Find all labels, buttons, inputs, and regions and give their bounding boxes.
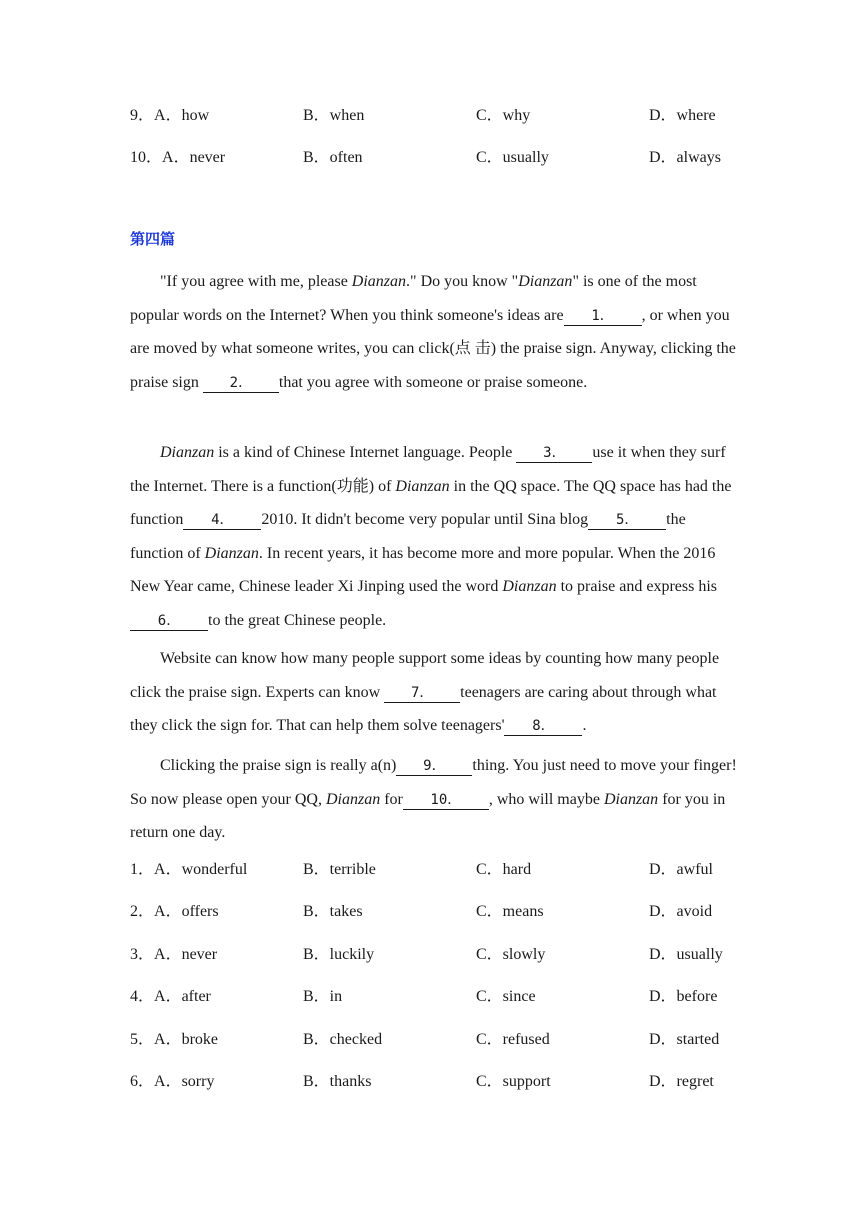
blank-8[interactable]: 8． [504, 717, 582, 736]
option-c[interactable]: C．refused [476, 1031, 550, 1048]
option-c[interactable]: C．usually [476, 149, 549, 166]
question-row [130, 900, 740, 924]
question-row [130, 146, 740, 170]
blank-7[interactable]: 7． [384, 684, 460, 703]
question-row [130, 104, 740, 128]
option-a[interactable]: 3．A．never [130, 946, 218, 963]
blank-10[interactable]: 10． [403, 791, 489, 810]
passage-paragraph-1: "If you agree with me, please Dianzan." Do you know "Dianzan" is one of the most popular words on the Internet? When you think someone's ideas are 1． , or when you are moved by what someone writes, you can click(点 击) the praise sign. Anyway, clicking the praise sign 2． that you agree with someone or praise someone. [130, 273, 736, 391]
blank-6[interactable]: 6． [130, 612, 208, 631]
option-b[interactable]: B．checked [303, 1031, 383, 1048]
question-row [130, 985, 740, 1009]
passage-paragraph-4: Clicking the praise sign is really a(n) 9． thing. You just need to move your finger! So now please open your QQ, Dianzan for 10． , who will maybe Dianzan for you in return one day. [130, 757, 737, 841]
option-b[interactable]: B．thanks [303, 1073, 372, 1090]
option-b[interactable]: B．often [303, 149, 363, 166]
option-a[interactable]: 6．A．sorry [130, 1073, 215, 1090]
option-b[interactable]: B．takes [303, 903, 363, 920]
blank-2[interactable]: 2． [203, 374, 279, 393]
question-row [130, 858, 740, 882]
passage-paragraph-3: Website can know how many people support some ideas by counting how many people click the praise sign. Experts can know 7． teenagers are caring about through what they click the sign for. That can help them solve teenagers' 8． . [130, 650, 720, 734]
passage-paragraph-2: Dianzan is a kind of Chinese Internet language. People 3． use it when they surf the Internet. There is a function(功能) of Dianzan in the QQ space. The QQ space has had the function 4． 2010. It didn't become very popular until Sina blog 5． the function of Dianzan. In recent years, it has become more and more popular. When the 2016 New Year came, Chinese leader Xi Jinping used the word Dianzan to praise and express his6． to the great Chinese people. [130, 444, 732, 629]
option-d[interactable]: D．started [649, 1031, 720, 1048]
question-row [130, 1028, 740, 1052]
blank-1[interactable]: 1． [564, 307, 642, 326]
option-c[interactable]: C．slowly [476, 946, 546, 963]
option-d[interactable]: D．usually [649, 946, 723, 963]
option-b[interactable]: B．luckily [303, 946, 375, 963]
option-a[interactable]: 2．A．offers [130, 903, 219, 920]
option-c[interactable]: C．why [476, 107, 531, 124]
option-b[interactable]: B．in [303, 988, 343, 1005]
option-c[interactable]: C．hard [476, 861, 532, 878]
blank-4[interactable]: 4． [183, 511, 261, 530]
blank-3[interactable]: 3． [516, 444, 592, 463]
option-a[interactable]: 9．A．how [130, 107, 210, 124]
option-a[interactable]: 10．A．never [130, 149, 226, 166]
question-row [130, 943, 740, 967]
blank-9[interactable]: 9． [396, 757, 472, 776]
option-c[interactable]: C．means [476, 903, 544, 920]
option-d[interactable]: D．where [649, 107, 716, 124]
option-d[interactable]: D．avoid [649, 903, 713, 920]
option-c[interactable]: C．support [476, 1073, 551, 1090]
question-row [130, 1070, 740, 1094]
option-b[interactable]: B．terrible [303, 861, 376, 878]
option-d[interactable]: D．before [649, 988, 718, 1005]
option-d[interactable]: D．always [649, 149, 721, 166]
option-b[interactable]: B．when [303, 107, 365, 124]
option-a[interactable]: 5．A．broke [130, 1031, 219, 1048]
option-a[interactable]: 4．A．after [130, 988, 211, 1005]
blank-5[interactable]: 5． [588, 511, 666, 530]
option-d[interactable]: D．awful [649, 861, 713, 878]
section-title: 第四篇 [130, 230, 176, 248]
option-a[interactable]: 1．A．wonderful [130, 861, 248, 878]
option-c[interactable]: C．since [476, 988, 536, 1005]
option-d[interactable]: D．regret [649, 1073, 714, 1090]
